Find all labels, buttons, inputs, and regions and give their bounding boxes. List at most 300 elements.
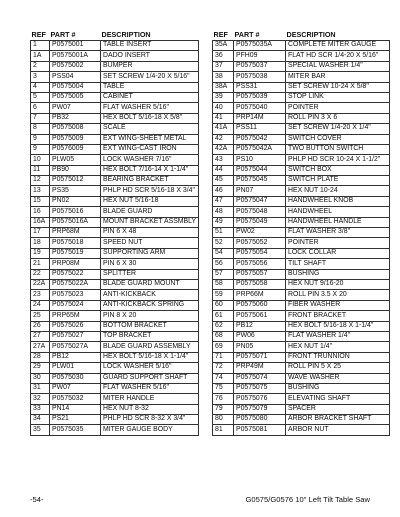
ref-cell: 75 [213,383,234,393]
description-cell: POINTER [286,238,390,248]
part-number-cell: PW06 [234,331,286,341]
part-number-cell: P0575001A [50,51,101,61]
table-row [31,186,199,196]
description-cell: ROLL PIN 3.5 X 20 [286,290,390,300]
table-row [31,207,199,217]
description-cell: SPLITTER [101,269,199,279]
table-row [213,300,390,310]
part-number-cell: P0575048 [234,207,286,217]
table-row [213,321,390,331]
ref-cell: 4 [31,82,50,92]
part-number-cell: P0575079 [234,404,286,414]
ref-cell: 37 [213,61,234,71]
ref-cell: 45 [213,176,234,186]
ref-cell: 79 [213,404,234,414]
ref-cell: 68 [213,331,234,341]
ref-cell: 11 [31,165,50,175]
description-cell: TOP BRACKET [101,331,199,341]
part-number-cell: P0575023 [50,290,101,300]
ref-cell: 59 [213,290,234,300]
description-cell: SET SCREW 10-24 X 5/8" [286,82,390,92]
part-number-cell: P0575045 [234,176,286,186]
part-number-cell: P0575016A [50,217,101,227]
description-cell: HEX BOLT 5/16-18 X 1-1/4" [101,352,199,362]
ref-cell: 27A [31,342,50,352]
description-cell: HEX NUT 1/4" [286,342,390,352]
table-row [31,269,199,279]
ref-cell: 44 [213,165,234,175]
part-number-cell: P0575016 [50,207,101,217]
table-row [31,103,199,113]
table-row [31,228,199,238]
ref-cell: 80 [213,415,234,425]
table-row [31,176,199,186]
table-row [31,51,199,61]
ref-cell: 52 [213,238,234,248]
table-row [31,144,199,154]
description-cell: PHLP HD SCR 8-32 X 3/4" [101,415,199,425]
ref-cell: 62 [213,321,234,331]
description-cell: SUPPORTING ARM [101,248,199,258]
ref-cell: 3 [31,72,50,82]
table-row [213,279,390,289]
table-row [31,383,199,393]
table-header-row [213,30,390,41]
ref-cell: 56 [213,259,234,269]
part-number-cell: P0575052 [234,238,286,248]
part-number-cell: P0575044 [234,165,286,175]
description-cell: FLAT WASHER 5/16" [101,383,199,393]
table-row [213,363,390,373]
part-number-cell: PN07 [234,186,286,196]
table-row [213,248,390,258]
table-row [31,404,199,414]
description-cell: SWITCH PLATE [286,176,390,186]
description-cell: LOCK WASHER 7/16" [101,155,199,165]
part-number-cell: PB32 [50,113,101,123]
description-cell: BUSHING [286,383,390,393]
part-number-cell: P0575024 [50,300,101,310]
part-number-cell: P0575047 [234,196,286,206]
part-number-cell: P0575035 [50,425,101,435]
part-number-cell: PS10 [234,155,286,165]
part-number-cell: PRP68M [50,228,101,238]
table-row [31,248,199,258]
description-cell: FRONT BRACKET [286,311,390,321]
table-row [31,124,199,134]
ref-cell: 49 [213,217,234,227]
part-number-cell: PFH09 [234,51,286,61]
part-number-cell: P0575027 [50,331,101,341]
description-cell: BOTTOM BRACKET [101,321,199,331]
table-row [31,279,199,289]
part-number-cell: P0575076 [234,394,286,404]
ref-cell: 1A [31,51,50,61]
part-number-cell: PRP49M [234,363,286,373]
part-number-cell: P0575042A [234,144,286,154]
ref-cell: 24 [31,300,50,310]
description-cell: ARBOR BRACKET SHAFT [286,415,390,425]
part-number-cell: P0576009 [50,144,101,154]
table-row [213,144,390,154]
table-row [213,269,390,279]
table-row [213,238,390,248]
description-cell: BLADE GUARD ASSEMBLY [101,342,199,352]
part-number-cell: P0575022 [50,269,101,279]
part-number-cell: P0575035A [234,41,286,51]
ref-cell: 42A [213,144,234,154]
part-number-cell: PB90 [50,165,101,175]
manual-title: G0575/G0576 10" Left Tilt Table Saw [245,495,370,504]
description-cell: FIBER WASHER [286,300,390,310]
table-row [31,134,199,144]
part-number-cell: PB12 [50,352,101,362]
part-number-cell: P0575001 [50,41,101,51]
description-cell: PHLP HD SCR 5/16-18 X 3/4" [101,186,199,196]
part-number-cell: P0575037 [234,61,286,71]
ref-cell: 35 [31,425,50,435]
ref-cell: 81 [213,425,234,435]
description-cell: PIN 6 X 48 [101,228,199,238]
description-cell: EXT WING-SHEET METAL [101,134,199,144]
description-cell: HEX NUT 5/16-18 [101,196,199,206]
table-row [213,165,390,175]
ref-cell: 58 [213,279,234,289]
ref-cell: 23 [31,290,50,300]
part-number-cell: P0575057 [234,269,286,279]
part-number-cell: P0575038 [234,72,286,82]
parts-table-left [30,30,199,436]
ref-cell: 32 [31,394,50,404]
ref-cell: 31 [31,383,50,393]
table-row [31,290,199,300]
ref-cell: 1 [31,41,50,51]
part-number-cell: PLW05 [50,155,101,165]
table-row [31,61,199,71]
ref-header: REF [213,29,228,39]
description-cell: HEX NUT 8-32 [101,404,199,414]
part-number-cell: P0575056 [234,259,286,269]
part-number-cell: PW07 [50,383,101,393]
part-number-cell: PSS11 [234,124,286,134]
description-cell: TABLE [101,82,199,92]
table-row [213,134,390,144]
ref-cell: 69 [213,342,234,352]
table-row [213,92,390,102]
table-row [213,124,390,134]
ref-cell: 48 [213,207,234,217]
description-cell: TILT SHAFT [286,259,390,269]
part-header: PART # [234,29,260,39]
description-cell: EXT WING-CAST IRON [101,144,199,154]
description-header: DESCRIPTION [286,29,336,39]
table-row [31,92,199,102]
table-row [31,415,199,425]
ref-cell: 47 [213,196,234,206]
table-row [213,103,390,113]
description-cell: SET SCREW 1/4-20 X 1/4" [286,124,390,134]
table-row [213,404,390,414]
part-number-cell: P0575030 [50,373,101,383]
description-cell: SET SCREW 1/4-20 X 5/16" [101,72,199,82]
part-number-cell: P0575058 [234,279,286,289]
ref-cell: 38A [213,82,234,92]
ref-cell: 19 [31,248,50,258]
description-cell: BEARING BRACKET [101,176,199,186]
table-row [31,321,199,331]
table-row [213,113,390,123]
ref-cell: 57 [213,269,234,279]
table-row [31,363,199,373]
description-cell: MITER GAUGE BODY [101,425,199,435]
part-number-cell: P0575008 [50,124,101,134]
table-row [31,373,199,383]
ref-cell: 42 [213,134,234,144]
description-cell: BUMPER [101,61,199,71]
table-row [31,165,199,175]
table-row [213,41,390,51]
description-cell: FLAT WASHER 5/16" [101,103,199,113]
ref-cell: 71 [213,352,234,362]
description-cell: HEX BOLT 5/16-18 X 1-1/4" [286,321,390,331]
ref-cell: 28 [31,352,50,362]
part-number-cell: P0575002 [50,61,101,71]
ref-cell: 27 [31,331,50,341]
description-cell: PHLP HD SCR 10-24 X 1-1/2" [286,155,390,165]
ref-cell: 21 [31,259,50,269]
description-cell: WAVE WASHER [286,373,390,383]
ref-cell: 72 [213,363,234,373]
ref-cell: 54 [213,248,234,258]
part-number-cell: P0575005 [50,92,101,102]
part-number-cell: PS35 [50,186,101,196]
ref-cell: 60 [213,300,234,310]
ref-cell: 39 [213,92,234,102]
description-cell: ANTI-KICKBACK [101,290,199,300]
ref-cell: 12 [31,176,50,186]
description-cell: FRONT TRUNNION [286,352,390,362]
part-number-cell: PS21 [50,415,101,425]
ref-cell: 29 [31,363,50,373]
description-cell: SWITCH BOX [286,165,390,175]
part-number-cell: P0575012 [50,176,101,186]
table-row [31,259,199,269]
part-number-cell: PN02 [50,196,101,206]
ref-cell: 25 [31,311,50,321]
description-cell: COMPLETE MITER GAUGE [286,41,390,51]
table-row [213,415,390,425]
description-cell: MITER BAR [286,72,390,82]
description-cell: POINTER [286,103,390,113]
part-number-cell: PRP65M [50,311,101,321]
description-cell: PIN 8 X 20 [101,311,199,321]
table-row [31,155,199,165]
part-number-cell: P0575061 [234,311,286,321]
part-number-cell: P0575040 [234,103,286,113]
ref-cell: 51 [213,228,234,238]
part-number-cell: P0575009 [50,134,101,144]
table-row [213,51,390,61]
ref-cell: 33 [31,404,50,414]
table-row [31,331,199,341]
part-number-cell: P0575004 [50,82,101,92]
ref-cell: 22 [31,269,50,279]
part-number-cell: P0575019 [50,248,101,258]
ref-cell: 2 [31,61,50,71]
table-row [213,383,390,393]
description-cell: MOUNT BRACKET ASSMBLY [101,217,199,227]
parts-table-right [212,30,390,436]
table-row [31,217,199,227]
table-row [213,311,390,321]
ref-cell: 8 [31,124,50,134]
description-cell: HEX BOLT 5/16-18 X 5/8" [101,113,199,123]
part-number-cell: P0575018 [50,238,101,248]
description-cell: HANDWHEEL HANDLE [286,217,390,227]
part-number-cell: PN14 [50,404,101,414]
description-cell: ROLL PIN 3 X 6 [286,113,390,123]
ref-cell: 76 [213,394,234,404]
description-cell: FLAT WASHER 3/8" [286,228,390,238]
description-cell: SPACER [286,404,390,414]
table-row [213,196,390,206]
description-cell: SWITCH COVER [286,134,390,144]
description-cell: ANTI-KICKBACK SPRING [101,300,199,310]
description-cell: HANDWHEEL KNOB [286,196,390,206]
part-number-cell: P0575074 [234,373,286,383]
table-row [31,352,199,362]
ref-cell: 40 [213,103,234,113]
description-cell: DADO INSERT [101,51,199,61]
part-number-cell: PW07 [50,103,101,113]
part-number-cell: P0575039 [234,92,286,102]
description-cell: ARBOR NUT [286,425,390,435]
table-row [213,61,390,71]
ref-cell: 6 [31,103,50,113]
part-number-cell: PSS04 [50,72,101,82]
table-row [213,186,390,196]
ref-cell: 5 [31,92,50,102]
part-number-cell: PLW01 [50,363,101,373]
description-cell: FLAT HD SCR 1/4-20 X 5/16" [286,51,390,61]
ref-cell: 38 [213,72,234,82]
table-row [213,228,390,238]
part-number-cell: P0575026 [50,321,101,331]
part-number-cell: P0575032 [50,394,101,404]
part-number-cell: P0575049 [234,217,286,227]
table-row [213,207,390,217]
part-number-cell: P0575071 [234,352,286,362]
description-cell: CABINET [101,92,199,102]
table-row [31,394,199,404]
ref-cell: 9 [31,134,50,144]
ref-cell: 16 [31,207,50,217]
ref-cell: 22A [31,279,50,289]
ref-cell: 35A [213,41,234,51]
part-number-cell: PRP66M [234,290,286,300]
description-cell: TWO BUTTON SWITCH [286,144,390,154]
table-row [213,155,390,165]
ref-cell: 18 [31,238,50,248]
description-cell: FLAT WASHER 1/4" [286,331,390,341]
description-cell: ELEVATING SHAFT [286,394,390,404]
ref-cell: 15 [31,196,50,206]
table-row [31,196,199,206]
description-cell: STOP LINK [286,92,390,102]
table-row [213,72,390,82]
table-row [31,113,199,123]
description-cell: BLADE GUARD MOUNT [101,279,199,289]
part-number-cell: P0575060 [234,300,286,310]
part-number-cell: P0575022A [50,279,101,289]
part-number-cell: P0575027A [50,342,101,352]
description-cell: SPEED NUT [101,238,199,248]
description-cell: LOCK COLLAR [286,248,390,258]
table-row [213,217,390,227]
description-cell: HANDWHEEL [286,207,390,217]
description-cell: BLADE GUARD [101,207,199,217]
ref-cell: 30 [31,373,50,383]
ref-cell: 41A [213,124,234,134]
table-row [213,425,390,435]
description-cell: GUARD SUPPORT SHAFT [101,373,199,383]
part-number-cell: P0575081 [234,425,286,435]
part-number-cell: PB12 [234,321,286,331]
ref-cell: 43 [213,155,234,165]
description-header: DESCRIPTION [101,29,151,39]
table-header-row [31,30,199,41]
description-cell: HEX NUT 9/16-20 [286,279,390,289]
ref-cell: 17 [31,228,50,238]
ref-cell: 9 [31,144,50,154]
table-row [213,290,390,300]
table-row [213,82,390,92]
description-cell: BUSHING [286,269,390,279]
table-row [31,72,199,82]
ref-cell: 74 [213,373,234,383]
ref-cell: 46 [213,186,234,196]
part-number-cell: PN05 [234,342,286,352]
description-cell: TABLE INSERT [101,41,199,51]
ref-cell: 7 [31,113,50,123]
description-cell: LOCK WASHER 5/16" [101,363,199,373]
ref-cell: 41 [213,113,234,123]
table-row [31,82,199,92]
ref-header: REF [31,29,46,39]
table-row [31,238,199,248]
ref-cell: 26 [31,321,50,331]
description-cell: SCALE [101,124,199,134]
ref-cell: 13 [31,186,50,196]
part-number-cell: PSS31 [234,82,286,92]
description-cell: ROLL PIN 5 X 25 [286,363,390,373]
table-row [213,373,390,383]
table-row [31,425,199,435]
part-number-cell: PW02 [234,228,286,238]
table-row [213,352,390,362]
part-number-cell: P0575054 [234,248,286,258]
description-cell: HEX NUT 10-24 [286,186,390,196]
table-row [213,176,390,186]
page-number: -54- [30,495,44,504]
description-cell: PIN 6 X 30 [101,259,199,269]
ref-cell: 34 [31,415,50,425]
part-number-cell: PRP14M [234,113,286,123]
part-number-cell: P0575042 [234,134,286,144]
table-row [213,394,390,404]
part-number-cell: PRP08M [50,259,101,269]
description-cell: HEX BOLT 7/16-14 X 1-1/4" [101,165,199,175]
